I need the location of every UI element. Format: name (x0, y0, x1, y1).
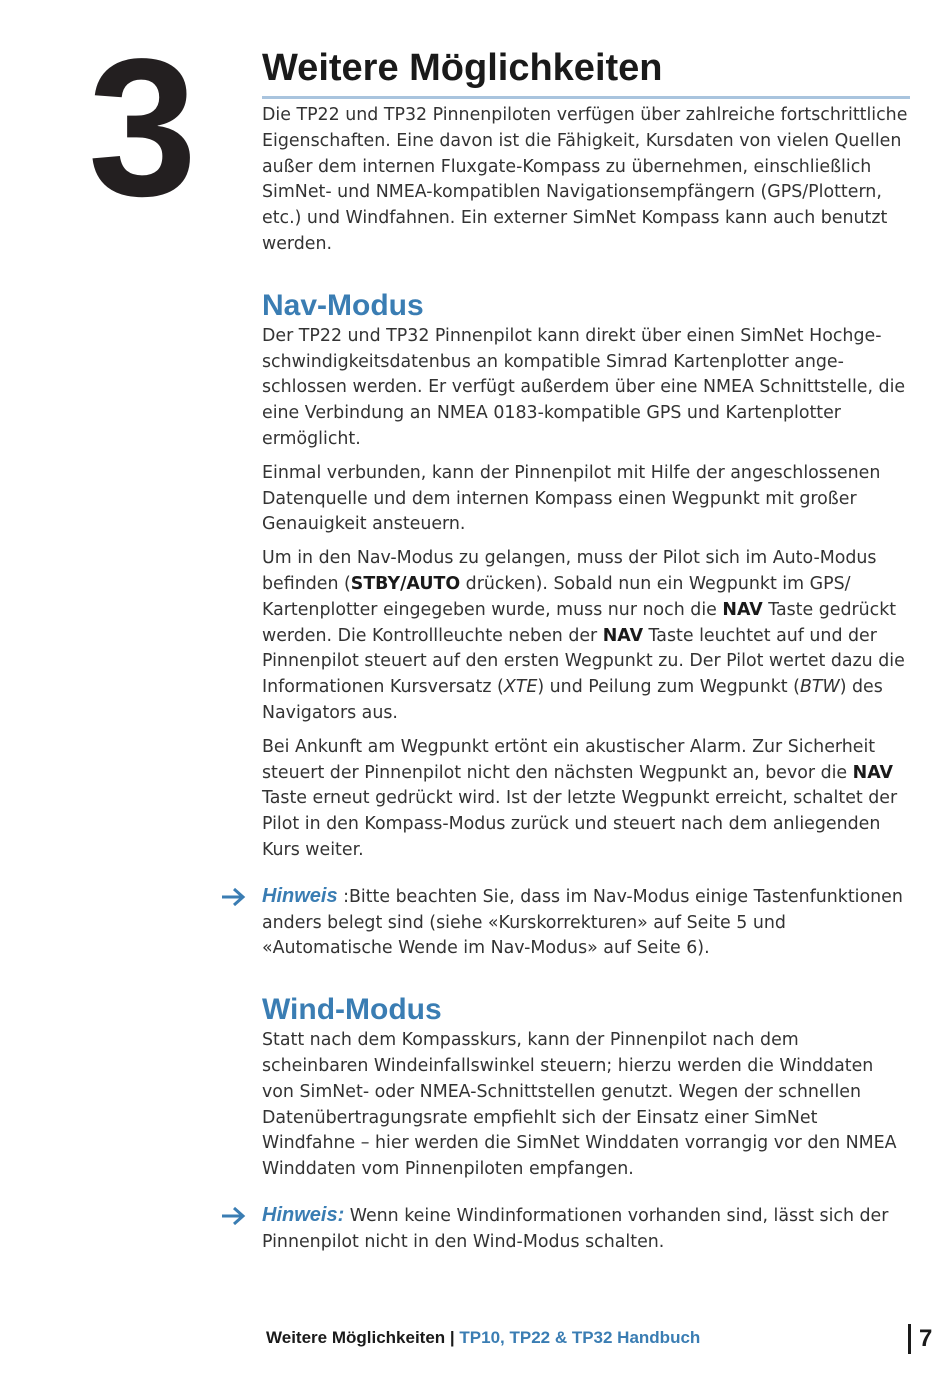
note-label: Hinweis: (262, 1203, 345, 1226)
term-btw: BTW (799, 677, 840, 698)
nav-paragraph-2: Einmal verbunden, kann der Pinnenpilot mit Hilfe der angeschlossenen Datenquelle und dem internen Kompass einen Wegpunkt mit großer Genauigkeit ansteuern. (262, 462, 881, 535)
footer-manual-title: TP10, TP22 & TP32 Handbuch (459, 1328, 701, 1347)
key-stby-auto: STBY/AUTO (350, 573, 461, 594)
note-text: Wenn keine Windinformationen vorhanden sind, lässt sich der Pinnenpilot nicht in den Wind-Modus schalten. (262, 1205, 889, 1252)
text-run: Taste erneut gedrückt wird. Ist der letzte Wegpunkt erreicht, schaltet der Pilot in den Kompass-Modus zurück und steuert nach dem anliegenden Kurs weiter. (262, 788, 898, 860)
text-run: ) und Peilung zum Wegpunkt ( (537, 677, 800, 698)
arrow-right-icon (218, 1203, 248, 1229)
text-run: Taste leuchtet auf und der Pinnenpilot steuert auf den ersten Wegpunkt zu. Der Pilot wertet dazu die Informationen Kursversatz ( (262, 625, 905, 698)
arrow-right-icon (218, 884, 248, 910)
note-text: :Bitte beachten Sie, dass im Nav-Modus einige Tastenfunktionen anders belegt sind (siehe «Kurskorrekturen» auf Seite 5 und «Automatische Wende im Nav-Modus» auf Seite 6). (262, 886, 903, 959)
key-nav: NAV (722, 599, 763, 620)
nav-paragraph-3 (262, 546, 910, 727)
chapter-title: Weitere Möglichkeiten (262, 44, 910, 99)
text-run: drücken). Sobald nun ein Wegpunkt im GPS/ Kartenplotter eingegeben wurde, muss nur noch die (262, 573, 851, 620)
text-run: ) des Navigators aus. (262, 677, 883, 723)
intro-paragraph: Die TP22 und TP32 Pinnenpiloten verfügen über zahlreiche fortschrittliche Eigenschaften. Eine davon ist die Fähigkeit, Kursdaten von vielen Quellen außer dem internen Fluxgate-Kompass zu übernehmen, einschließlich SimNet- und NMEA-kompatiblen Navigationsempfängern (GPS/Plottern, etc.) und Windfahnen. Ein externer SimNet Kompass kann auch benutzt werden. (262, 105, 908, 254)
footer-separator: | (445, 1328, 460, 1347)
nav-paragraph-1: Der TP22 und TP32 Pinnenpilot kann direkt über einen SimNet Hochgeschwindigkeitsdatenbus an kompatible Simrad Kartenplotter angeschlossen werden. Er verfügt außerdem über eine NMEA Schnittstelle, die eine Verbindung an NMEA 0183-kompatible GPS und Kartenplotter ermöglicht. (262, 325, 906, 449)
text-run: Um in den Nav-Modus zu gelangen, muss der Pilot sich im Auto-Modus befinden ( (262, 548, 877, 594)
nav-heading: Nav-Modus (262, 288, 424, 322)
term-xte: XTE (503, 677, 538, 698)
key-nav: NAV (852, 762, 893, 783)
text-run: Bei Ankunft am Wegpunkt ertönt ein akustischer Alarm. Zur Sicherheit steuert der Pinnenpilot nicht den nächsten Wegpunkt an, bevor die (262, 736, 876, 783)
page-number: 7 (908, 1324, 932, 1354)
wind-note (262, 1203, 910, 1256)
chapter-number: 3 (88, 18, 198, 237)
page-footer (266, 1328, 700, 1348)
text-run: Taste gedrückt werden. Die Kontrollleuchte neben der (262, 599, 897, 646)
nav-note (262, 884, 910, 962)
page-content (262, 44, 910, 1255)
nav-paragraph-4 (262, 735, 910, 864)
wind-heading: Wind-Modus (262, 993, 442, 1027)
note-label: Hinweis (262, 884, 338, 907)
wind-paragraph: Statt nach dem Kompasskurs, kann der Pinnenpilot nach dem scheinbaren Windeinfallswinkel steuern; hierzu werden die Winddaten von SimNet- oder NMEA-Schnittstellen genutzt. Wegen der schnellen Datenübertragungsrate empfiehlt sich der Einsatz einer SimNet Windfahne – hier werden die SimNet Winddaten vorrangig vor den NMEA Winddaten vom Pinnenpiloten empfangen. (262, 1030, 897, 1180)
key-nav: NAV (602, 625, 644, 646)
footer-section: Weitere Möglichkeiten (266, 1328, 446, 1347)
